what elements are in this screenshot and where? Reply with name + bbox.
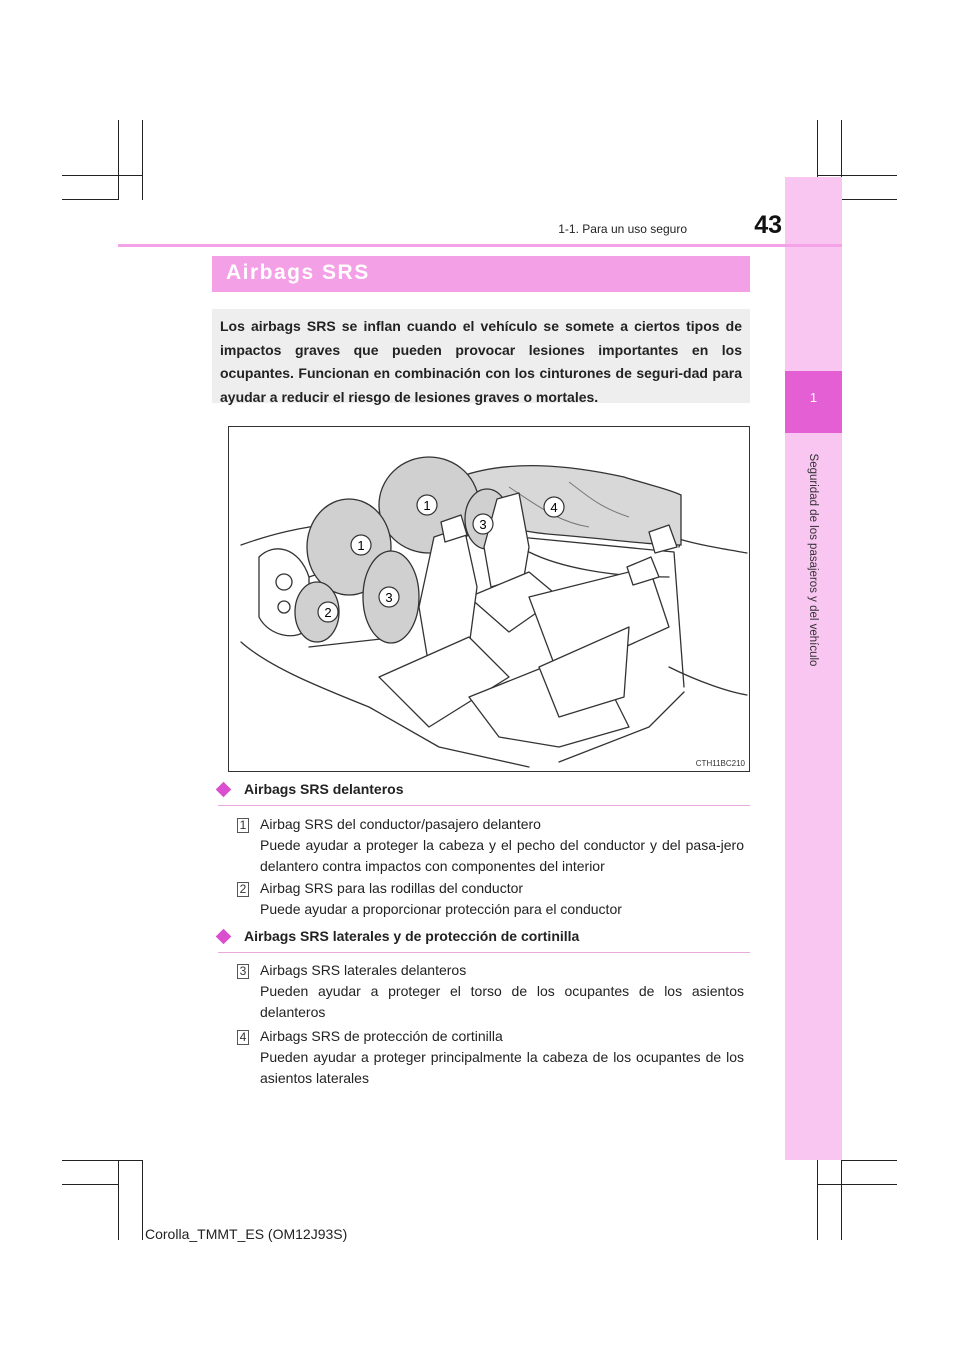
chapter-title: Seguridad de los pasajeros y del vehículo xyxy=(807,453,819,667)
callout-1-passenger xyxy=(417,495,437,515)
header-rule xyxy=(118,244,842,247)
page-number: 43 xyxy=(754,211,782,239)
item-description: Puede ayudar a proporcionar protección para el conductor xyxy=(260,901,622,917)
section-heading-front xyxy=(218,781,750,806)
diamond-icon xyxy=(216,782,232,798)
section-heading-side xyxy=(218,928,750,953)
item-description: Pueden ayudar a proteger el torso de los ocupantes de los asientos delanteros xyxy=(260,983,744,1020)
callout-label: 1 xyxy=(357,538,365,553)
item-title: Airbag SRS para las rodillas del conductor xyxy=(260,880,524,896)
crop-mark xyxy=(62,199,118,200)
item-number-badge: 1 xyxy=(237,818,249,833)
item-title: Airbags SRS laterales delanteros xyxy=(260,962,467,978)
page-title-bar xyxy=(212,256,750,292)
footer-doc-id: Corolla_TMMT_ES (OM12J93S) xyxy=(145,1226,348,1242)
crop-mark xyxy=(62,1160,142,1161)
callout-label: 3 xyxy=(385,590,393,605)
crop-mark xyxy=(817,1184,897,1185)
section-header-text: 1-1. Para un uso seguro xyxy=(558,222,687,236)
chapter-sidebar xyxy=(785,177,842,1160)
crop-mark xyxy=(62,1184,118,1185)
intro-box xyxy=(212,309,750,403)
callout-2-knee xyxy=(318,602,338,622)
crop-mark xyxy=(841,199,897,200)
intro-text: Los airbags SRS se inflan cuando el vehículo se somete a ciertos tipos de impactos graves que pueden provocar lesiones importantes en los ocupantes. Funcionan en combinación con los cinturones de seguri-dad para ayudar a reducir el riesgo de lesiones graves o mortales. xyxy=(220,318,742,405)
crop-mark xyxy=(841,1160,842,1240)
callout-label: 4 xyxy=(550,500,558,515)
diamond-icon xyxy=(216,929,232,945)
crop-mark xyxy=(817,1160,818,1240)
item-title: Airbags SRS de protección de cortinilla xyxy=(260,1028,503,1044)
callout-label: 2 xyxy=(324,605,332,620)
callout-layer xyxy=(229,427,749,771)
figure-code: CTH11BC210 xyxy=(695,759,745,768)
crop-mark xyxy=(817,175,897,176)
section-heading-label: Airbags SRS laterales y de protección de cortinilla xyxy=(244,928,580,944)
crop-mark xyxy=(62,175,142,176)
crop-mark xyxy=(142,1160,143,1240)
item-description: Puede ayudar a proteger la cabeza y el pecho del conductor y del pasa-jero delantero contra impactos con componentes del interior xyxy=(260,837,744,874)
callout-3-driver-side xyxy=(379,587,399,607)
section-heading-label: Airbags SRS delanteros xyxy=(244,781,404,797)
airbag-illustration xyxy=(228,426,750,772)
crop-mark xyxy=(142,120,143,200)
callout-label: 3 xyxy=(479,517,487,532)
item-number-badge: 3 xyxy=(237,964,249,979)
callout-label: 1 xyxy=(423,498,431,513)
item-description: Pueden ayudar a proteger principalmente la cabeza de los ocupantes de los asientos laterales xyxy=(260,1049,744,1086)
callout-1-driver xyxy=(351,535,371,555)
callout-4-curtain xyxy=(544,497,564,517)
crop-mark xyxy=(118,1160,119,1240)
item-number-badge: 4 xyxy=(237,1030,249,1045)
callout-3-passenger-side xyxy=(473,514,493,534)
page-title: Airbags SRS xyxy=(226,261,370,284)
chapter-number: 1 xyxy=(809,390,818,405)
item-title: Airbag SRS del conductor/pasajero delantero xyxy=(260,816,541,832)
crop-mark xyxy=(118,120,119,200)
item-number-badge: 2 xyxy=(237,882,249,897)
crop-mark xyxy=(841,1160,897,1161)
